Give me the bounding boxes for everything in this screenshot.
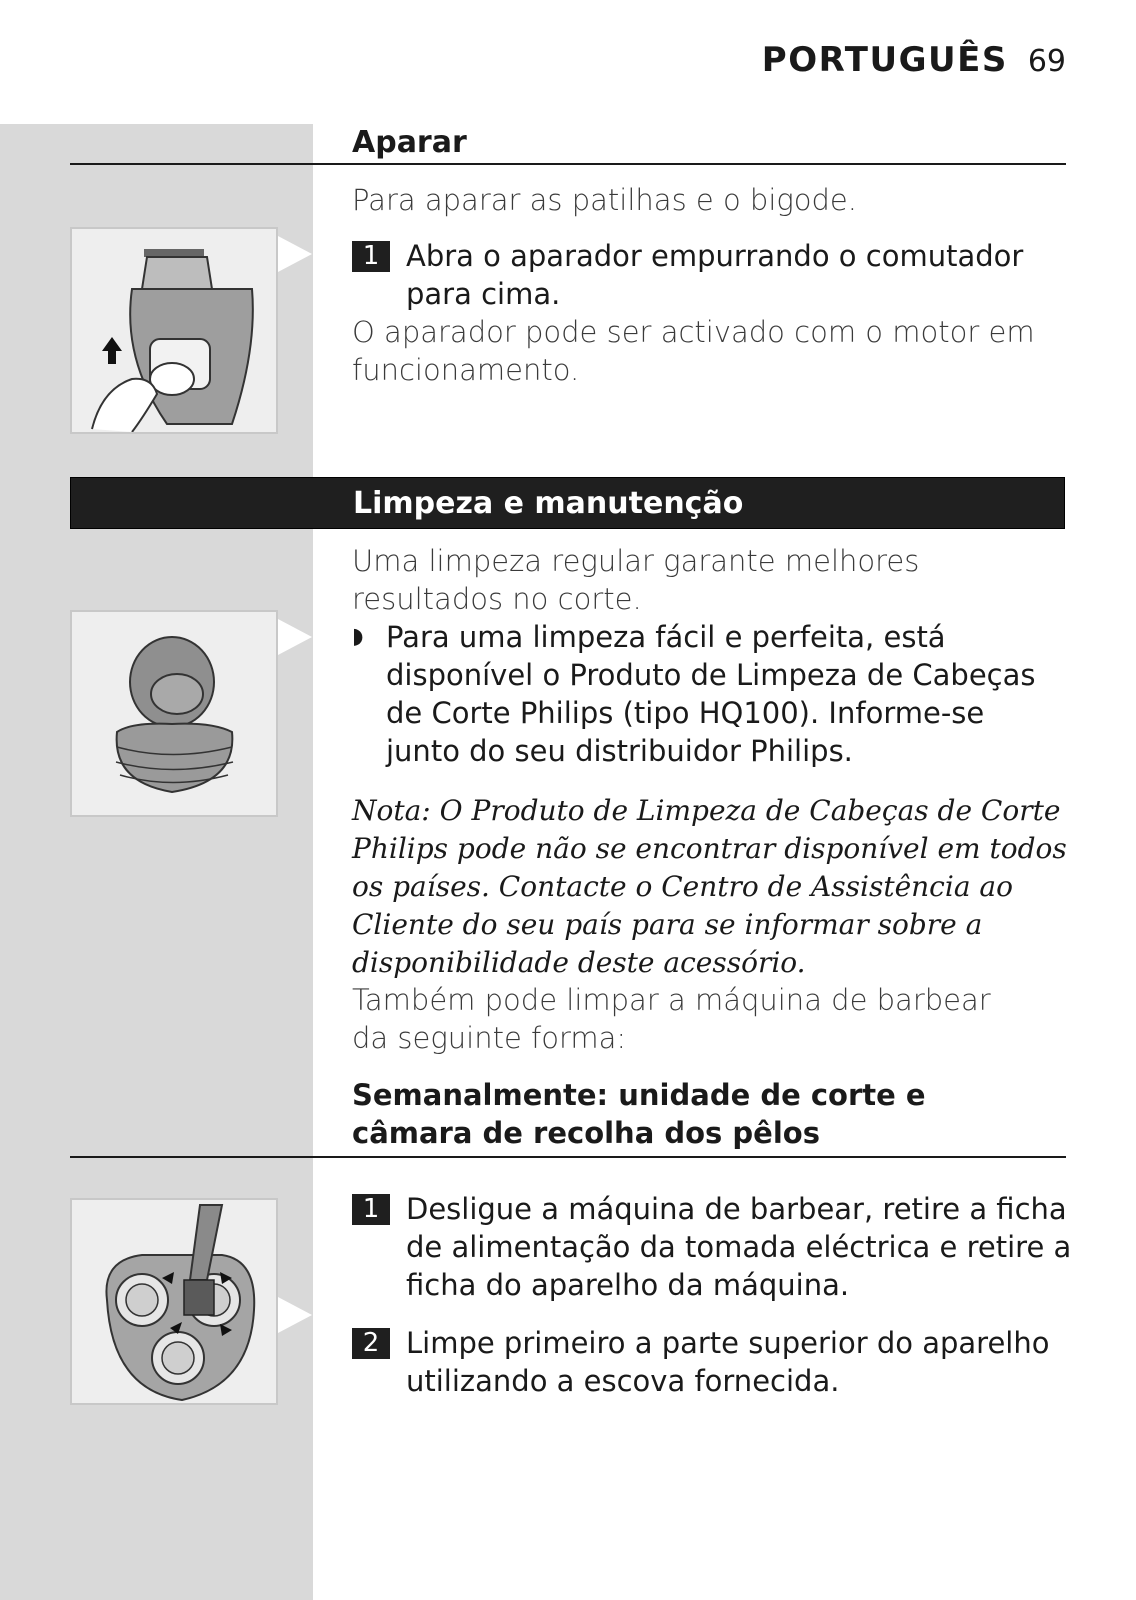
bullet-text: Para uma limpeza fácil e perfeita, está disponível o Produto de Limpeza de Cabeças de Corte Philips (tipo HQ100). Informe-se junto do seu distribuidor Philips. bbox=[386, 620, 1036, 768]
aparar-intro: Para aparar as patilhas e o bigode. bbox=[352, 183, 857, 217]
bullet-arrow-icon: ◗ bbox=[352, 624, 364, 649]
trimmer-drawing bbox=[72, 229, 276, 432]
semanal-step-1 bbox=[352, 1190, 1072, 1304]
cleaning-cup-drawing bbox=[72, 612, 276, 815]
section-banner-limpeza bbox=[70, 477, 1065, 529]
page-header bbox=[762, 40, 1066, 80]
limpeza-note: Nota: O Produto de Limpeza de Cabeças de Corte Philips pode não se encontrar disponível em todos os países. Contacte o Centro de Assistência ao Cliente do seu país para se informar sobre a disponibilidade deste acessório. bbox=[352, 794, 1067, 979]
limpeza-intro: Uma limpeza regular garante melhores resultados no corte. bbox=[352, 544, 920, 616]
page-number: 69 bbox=[1027, 44, 1066, 79]
step-number: 2 bbox=[352, 1328, 390, 1359]
step-text: Abra o aparador empurrando o comutador para cima. bbox=[406, 239, 1024, 311]
shaving-heads-brush-illustration bbox=[70, 1198, 278, 1405]
aparar-step-1 bbox=[352, 237, 1072, 313]
semanal-step-2 bbox=[352, 1324, 1072, 1400]
language-label: PORTUGUÊS bbox=[761, 40, 1008, 80]
trimmer-illustration bbox=[70, 227, 278, 434]
cleaning-cup-illustration bbox=[70, 610, 278, 817]
step-number: 1 bbox=[352, 1194, 390, 1225]
illustration-pointer bbox=[278, 236, 312, 272]
illustration-pointer bbox=[278, 1297, 312, 1333]
limpeza-bullet bbox=[352, 618, 1062, 770]
section-title-semanal: Semanalmente: unidade de corte e câmara de recolha dos pêlos bbox=[352, 1078, 926, 1150]
aparar-note: O aparador pode ser activado com o motor em funcionamento. bbox=[352, 315, 1035, 387]
illustration-pointer bbox=[278, 619, 312, 655]
section-divider bbox=[70, 1156, 1066, 1158]
limpeza-also: Também pode limpar a máquina de barbear da seguinte forma: bbox=[352, 983, 991, 1055]
shaving-heads-drawing bbox=[72, 1200, 276, 1403]
step-number: 1 bbox=[352, 241, 390, 272]
step-text: Limpe primeiro a parte superior do aparelho utilizando a escova fornecida. bbox=[406, 1326, 1050, 1398]
section-title-aparar: Aparar bbox=[352, 125, 467, 160]
section-title-limpeza: Limpeza e manutenção bbox=[353, 486, 744, 521]
section-divider bbox=[70, 163, 1066, 165]
step-text: Desligue a máquina de barbear, retire a ficha de alimentação da tomada eléctrica e retire a ficha do aparelho da máquina. bbox=[406, 1192, 1072, 1302]
